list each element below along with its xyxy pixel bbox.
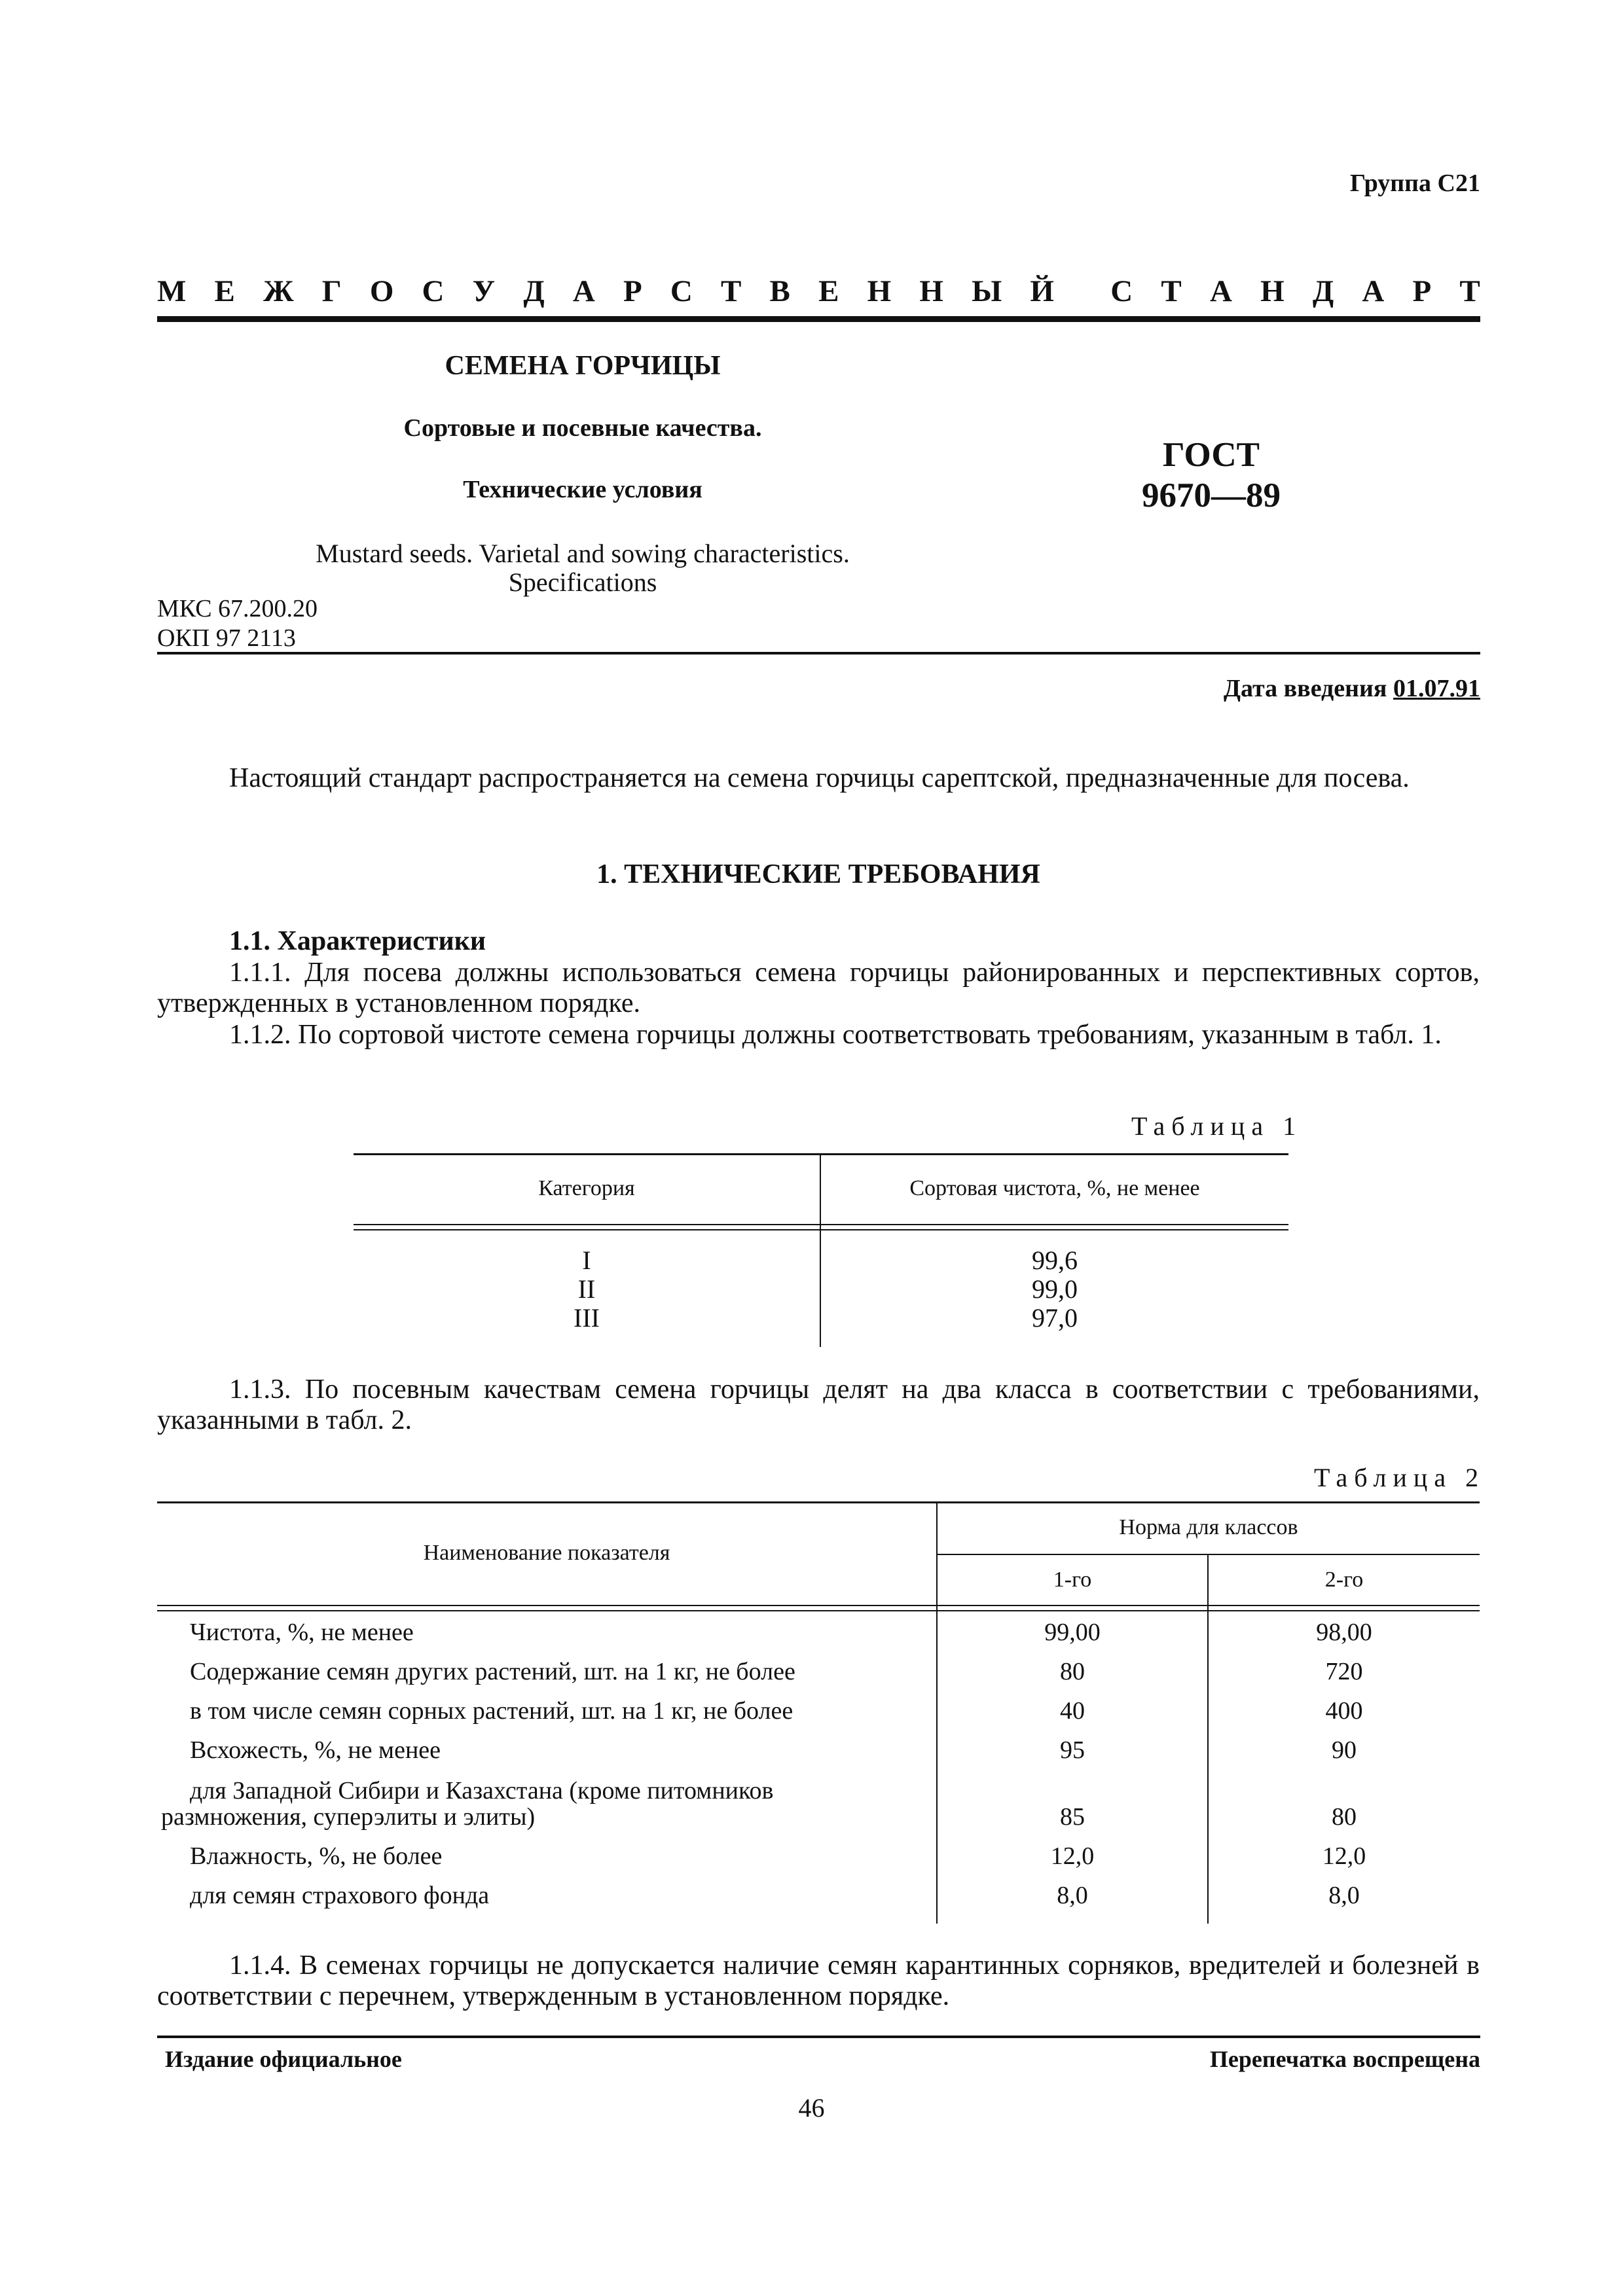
table-2-row-name: в том числе семян сорных растений, шт. на 1 кг, не более <box>190 1697 793 1725</box>
heading-letter: М <box>157 274 187 308</box>
intro-date-value: 01.07.91 <box>1393 675 1480 702</box>
table-1-header-rule <box>354 1224 1288 1225</box>
heading-letter: В <box>769 274 790 308</box>
table-1-category: III <box>574 1303 600 1333</box>
table-1-caption: Таблица 1 <box>1131 1111 1303 1141</box>
table-2-row-name-line-2: размножения, суперэлиты и элиты) <box>161 1803 536 1831</box>
heading-letter: С <box>422 274 445 308</box>
group-label: Группа С21 <box>1349 170 1480 197</box>
table-2-row-class-1: 85 <box>1060 1803 1085 1831</box>
heading-letter: Е <box>214 274 235 308</box>
table-2-row-class-2: 80 <box>1332 1803 1357 1831</box>
table-1-purity: 99,0 <box>1032 1274 1078 1304</box>
table-2-row-class-1: 12,0 <box>1050 1842 1095 1870</box>
table-2-row-name: Влажность, %, не более <box>190 1842 443 1870</box>
heading-letter: Н <box>919 274 943 308</box>
gost-line-2: 9670—89 <box>1142 476 1281 514</box>
official-edition-label: Издание официальное <box>165 2046 402 2072</box>
table-1-header-rule-2 <box>354 1229 1288 1230</box>
heading-letter: Т <box>721 274 742 308</box>
page-number: 46 <box>798 2093 825 2123</box>
table-1-category: I <box>582 1246 591 1275</box>
table-2-row-class-2: 720 <box>1325 1658 1363 1685</box>
heading-letter: Т <box>1459 274 1480 308</box>
introduction-date <box>1224 674 1480 703</box>
paragraph-1-1-4: 1.1.4. В семенах горчицы не допускается наличие семян карантинных сорняков, вредителей и болезней в соответствии с перечнем, утвержденным в установленном порядке. <box>157 1950 1480 2011</box>
table-2-row-name-text: для Западной Сибири и Казахстана (кроме питомников <box>190 1777 774 1804</box>
heading-letter: Д <box>1312 274 1334 308</box>
table-2-header-name: Наименование показателя <box>423 1541 670 1565</box>
table-2-header-class-2: 2-го <box>1324 1568 1364 1592</box>
heading-letter: Н <box>867 274 892 308</box>
table-row <box>354 1246 820 1333</box>
gost-line-1: ГОСТ <box>1163 436 1260 474</box>
heading-letter: С <box>670 274 693 308</box>
heading-letter: О <box>369 274 394 308</box>
footer-rule <box>157 2036 1480 2038</box>
header-thin-rule <box>157 652 1480 655</box>
paragraph-1-1-1: 1.1.1. Для посева должны использоваться семена горчицы районированных и перспективных сортов, утвержденных в установленном порядке. <box>157 958 1480 1018</box>
table-2-header-rule-2 <box>157 1610 1480 1611</box>
table-2-header-norm: Норма для классов <box>1119 1515 1298 1539</box>
table-2-row-class-2: 90 <box>1332 1736 1357 1764</box>
table-2-row-class-1: 40 <box>1060 1697 1085 1725</box>
heading-letter: А <box>1209 274 1232 308</box>
document-subtitle-2: Технические условия <box>463 476 702 503</box>
table-row <box>821 1246 1288 1333</box>
intro-date-label: Дата введения <box>1223 675 1387 702</box>
heading-letter: Р <box>623 274 642 308</box>
heading-letter: Д <box>523 274 545 308</box>
table-1-category: II <box>577 1274 596 1304</box>
table-2-row-class-1: 99,00 <box>1044 1619 1101 1646</box>
table-1-purity: 99,6 <box>1032 1246 1078 1275</box>
heading-letter: Т <box>1161 274 1182 308</box>
table-2-caption: Таблица 2 <box>1314 1463 1486 1492</box>
table-2-row-class-2: 400 <box>1325 1697 1363 1725</box>
heading-letter: А <box>1362 274 1385 308</box>
reprint-prohibited-label: Перепечатка воспрещена <box>1209 2046 1480 2072</box>
table-2-row-class-1: 80 <box>1060 1658 1085 1685</box>
mks-code: МКС 67.200.20 <box>157 595 318 622</box>
interstate-standard-heading <box>157 274 1480 309</box>
table-2-row-class-1: 8,0 <box>1057 1882 1088 1909</box>
heading-letter: С <box>1110 274 1133 308</box>
table-2-row-name: Всхожесть, %, не менее <box>190 1736 441 1764</box>
table-2-row-class-1: 95 <box>1060 1736 1085 1764</box>
table-2-row-name-line-1 <box>190 1776 928 1805</box>
paragraph-1-1-2: 1.1.2. По сортовой чистоте семена горчицы должны соответствовать требованиям, указанным в табл. 1. <box>229 1020 1442 1050</box>
heading-letter: Р <box>1412 274 1432 308</box>
heading-letter: А <box>572 274 595 308</box>
intro-paragraph: Настоящий стандарт распространяется на семена горчицы сарептской, предназначенные для посева. <box>229 763 1410 793</box>
subsection-heading: 1.1. Характеристики <box>229 926 486 956</box>
heading-letter: Ж <box>263 274 294 308</box>
table-2-row-class-2: 12,0 <box>1322 1842 1366 1870</box>
heading-letter: Н <box>1260 274 1285 308</box>
table-2-row-name: для семян страхового фонда <box>190 1882 490 1909</box>
table-2-header-class-1: 1-го <box>1053 1568 1092 1592</box>
table-1 <box>354 1153 1288 1347</box>
heading-letter: У <box>472 274 496 308</box>
heading-letter: Й <box>1030 274 1054 308</box>
table-2-row-name: Содержание семян других растений, шт. на 1 кг, не более <box>190 1658 795 1685</box>
table-2-row-class-2: 8,0 <box>1328 1882 1360 1909</box>
english-title-2: Specifications <box>508 567 657 597</box>
table-2-header-rule <box>157 1605 1480 1606</box>
document-title: СЕМЕНА ГОРЧИЦЫ <box>445 351 721 381</box>
table-1-header-category: Категория <box>538 1176 635 1200</box>
heading-letter: Е <box>818 274 839 308</box>
english-title-1: Mustard seeds. Varietal and sowing characteristics. <box>316 539 850 568</box>
section-heading: 1. ТЕХНИЧЕСКИЕ ТРЕБОВАНИЯ <box>596 859 1040 889</box>
table-2-row-class-2: 98,00 <box>1316 1619 1372 1646</box>
document-subtitle-1: Сортовые и посевные качества. <box>403 414 762 442</box>
heading-letter: Ы <box>972 274 1002 308</box>
table-1-purity: 97,0 <box>1032 1303 1078 1333</box>
gost-number <box>1113 435 1309 516</box>
table-2-row-name: Чистота, %, не менее <box>190 1619 414 1646</box>
heading-letter: Г <box>321 274 342 308</box>
table-2 <box>157 1501 1480 1924</box>
header-thick-rule <box>157 316 1480 322</box>
paragraph-1-1-3: 1.1.3. По посевным качествам семена горчицы делят на два класса в соответствии с требованиями, указанными в табл. 2. <box>157 1374 1480 1435</box>
okp-code: ОКП 97 2113 <box>157 624 296 652</box>
table-1-header-purity: Сортовая чистота, %, не менее <box>909 1176 1200 1200</box>
